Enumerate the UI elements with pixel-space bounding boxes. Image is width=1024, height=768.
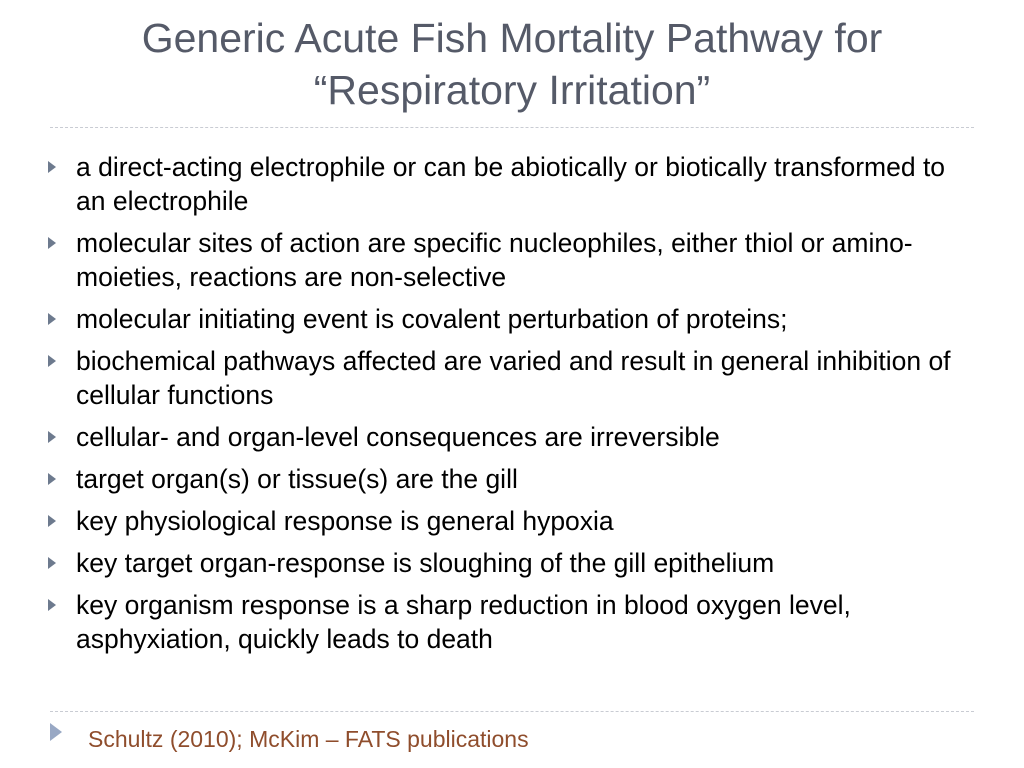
bullet-item bbox=[46, 504, 966, 538]
bullet-text: key physiological response is general hypoxia bbox=[76, 506, 614, 536]
triangle-bullet-icon bbox=[48, 431, 56, 443]
title-line-1: Generic Acute Fish Mortality Pathway for bbox=[141, 15, 883, 61]
triangle-bullet-icon bbox=[48, 473, 56, 485]
bullet-text: molecular initiating event is covalent perturbation of proteins; bbox=[76, 304, 788, 334]
bullet-text: molecular sites of action are specific nucleophiles, either thiol or amino-moieties, reactions are non-selective bbox=[76, 228, 913, 292]
bullet-item bbox=[46, 302, 966, 336]
bullet-text: key target organ-response is sloughing of the gill epithelium bbox=[76, 548, 775, 578]
footer-divider bbox=[50, 711, 974, 712]
bullet-text: cellular- and organ-level consequences are irreversible bbox=[76, 422, 720, 452]
triangle-bullet-icon bbox=[48, 557, 56, 569]
bullet-text: target organ(s) or tissue(s) are the gill bbox=[76, 464, 518, 494]
bullet-text: a direct-acting electrophile or can be abiotically or biotically transformed to an electrophile bbox=[76, 152, 946, 216]
bullet-item bbox=[46, 344, 966, 412]
triangle-bullet-icon bbox=[48, 237, 56, 249]
bullet-text: key organism response is a sharp reduction in blood oxygen level, asphyxiation, quickly leads to death bbox=[76, 590, 851, 654]
bullet-item bbox=[46, 588, 966, 656]
bullet-item bbox=[46, 420, 966, 454]
title-line-2: “Respiratory Irritation” bbox=[313, 67, 711, 113]
bullet-item bbox=[46, 226, 966, 294]
triangle-bullet-icon bbox=[48, 355, 56, 367]
triangle-arrow-icon bbox=[50, 723, 62, 741]
bullet-item bbox=[46, 546, 966, 580]
triangle-bullet-icon bbox=[48, 515, 56, 527]
bullet-list bbox=[46, 150, 966, 664]
triangle-bullet-icon bbox=[48, 599, 56, 611]
slide-title bbox=[60, 12, 964, 116]
bullet-item bbox=[46, 150, 966, 218]
title-divider bbox=[50, 127, 974, 128]
footer-citation: Schultz (2010); McKim – FATS publications bbox=[88, 726, 529, 752]
bullet-text: biochemical pathways affected are varied and result in general inhibition of cellular functions bbox=[76, 346, 951, 410]
triangle-bullet-icon bbox=[48, 313, 56, 325]
triangle-bullet-icon bbox=[48, 161, 56, 173]
bullet-item bbox=[46, 462, 966, 496]
